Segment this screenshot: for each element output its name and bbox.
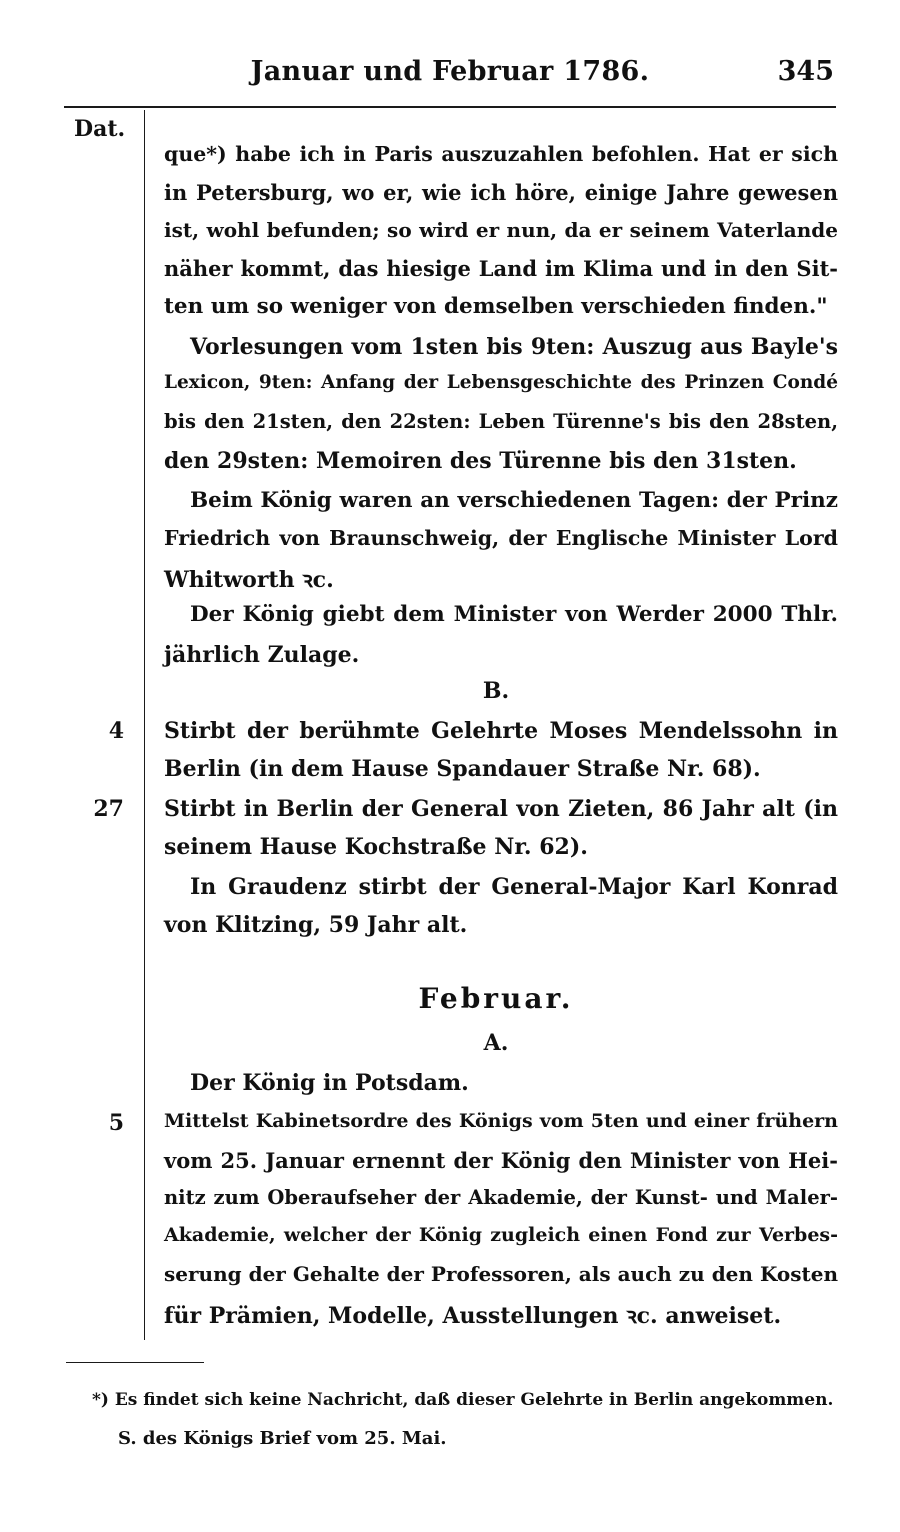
text-line: Vorlesungen vom 1sten bis 9ten: Auszug aus Bayle's bbox=[190, 334, 838, 360]
text-line: Whitworth ꝛc. bbox=[164, 567, 334, 593]
footnote-rule bbox=[66, 1362, 204, 1363]
entry-date: 5 bbox=[108, 1110, 124, 1136]
text-line: seinem Hause Kochstraße Nr. 62). bbox=[164, 834, 588, 860]
text-line: in Petersburg, wo er, wie ich höre, einige Jahre gewesen bbox=[164, 180, 838, 205]
text-line: Mittelst Kabinetsordre des Königs vom 5ten und einer frühern bbox=[164, 1110, 838, 1132]
text-line: Stirbt der berühmte Gelehrte Moses Mendelssohn in bbox=[164, 718, 838, 744]
date-column-label: Dat. bbox=[74, 116, 126, 142]
entry-date: 27 bbox=[93, 796, 124, 822]
text-line: jährlich Zulage. bbox=[164, 642, 360, 668]
text-line: von Klitzing, 59 Jahr alt. bbox=[164, 912, 468, 938]
text-line: Stirbt in Berlin der General von Zieten, 86 Jahr alt (in bbox=[164, 796, 838, 822]
text-line: bis den 21sten, den 22sten: Leben Türenne's bis den 28sten, bbox=[164, 410, 838, 433]
text-line: Friedrich von Braunschweig, der Englische Minister Lord bbox=[164, 526, 838, 550]
text-line: vom 25. Januar ernennt der König den Minister von Hei- bbox=[164, 1148, 838, 1173]
section-heading-a: A. bbox=[483, 1030, 509, 1056]
header-rule bbox=[64, 106, 836, 108]
section-heading-b: B. bbox=[482, 678, 510, 704]
footnote-line: *) Es findet sich keine Nachricht, daß dieser Gelehrte in Berlin angekommen. bbox=[92, 1390, 834, 1410]
text-line: für Prämien, Modelle, Ausstellungen ꝛc. anweiset. bbox=[164, 1303, 782, 1329]
text-line: ten um so weniger von demselben verschieden finden." bbox=[164, 294, 828, 319]
text-line: Lexicon, 9ten: Anfang der Lebensgeschichte des Prinzen Condé bbox=[164, 372, 838, 393]
text-line: serung der Gehalte der Professoren, als auch zu den Kosten bbox=[164, 1262, 838, 1286]
text-line: näher kommt, das hiesige Land im Klima und in den Sit- bbox=[164, 256, 838, 281]
month-heading-februar: Februar. bbox=[418, 982, 574, 1015]
text-line: ist, wohl befunden; so wird er nun, da er seinem Vaterlande bbox=[164, 218, 838, 242]
entry-date: 4 bbox=[108, 718, 124, 744]
running-header-title: Januar und Februar 1786. bbox=[250, 56, 650, 87]
footnote-line: S. des Königs Brief vom 25. Mai. bbox=[118, 1428, 447, 1449]
text-line: In Graudenz stirbt der General-Major Karl Konrad bbox=[190, 874, 838, 900]
page-number: 345 bbox=[777, 56, 834, 87]
text-line: Akademie, welcher der König zugleich einen Fond zur Verbes- bbox=[164, 1224, 838, 1246]
text-line: Der König giebt dem Minister von Werder 2000 Thlr. bbox=[190, 602, 838, 627]
text-line: nitz zum Oberaufseher der Akademie, der Kunst- und Maler- bbox=[164, 1186, 838, 1209]
text-line: que*) habe ich in Paris auszuzahlen befohlen. Hat er sich bbox=[164, 142, 838, 166]
text-line: Beim König waren an verschiedenen Tagen: der Prinz bbox=[190, 488, 838, 513]
text-line: den 29sten: Memoiren des Türenne bis den 31sten. bbox=[164, 448, 797, 474]
date-column-rule bbox=[144, 110, 145, 1340]
text-line: Berlin (in dem Hause Spandauer Straße Nr. 68). bbox=[164, 756, 761, 782]
text-line: Der König in Potsdam. bbox=[190, 1070, 469, 1096]
